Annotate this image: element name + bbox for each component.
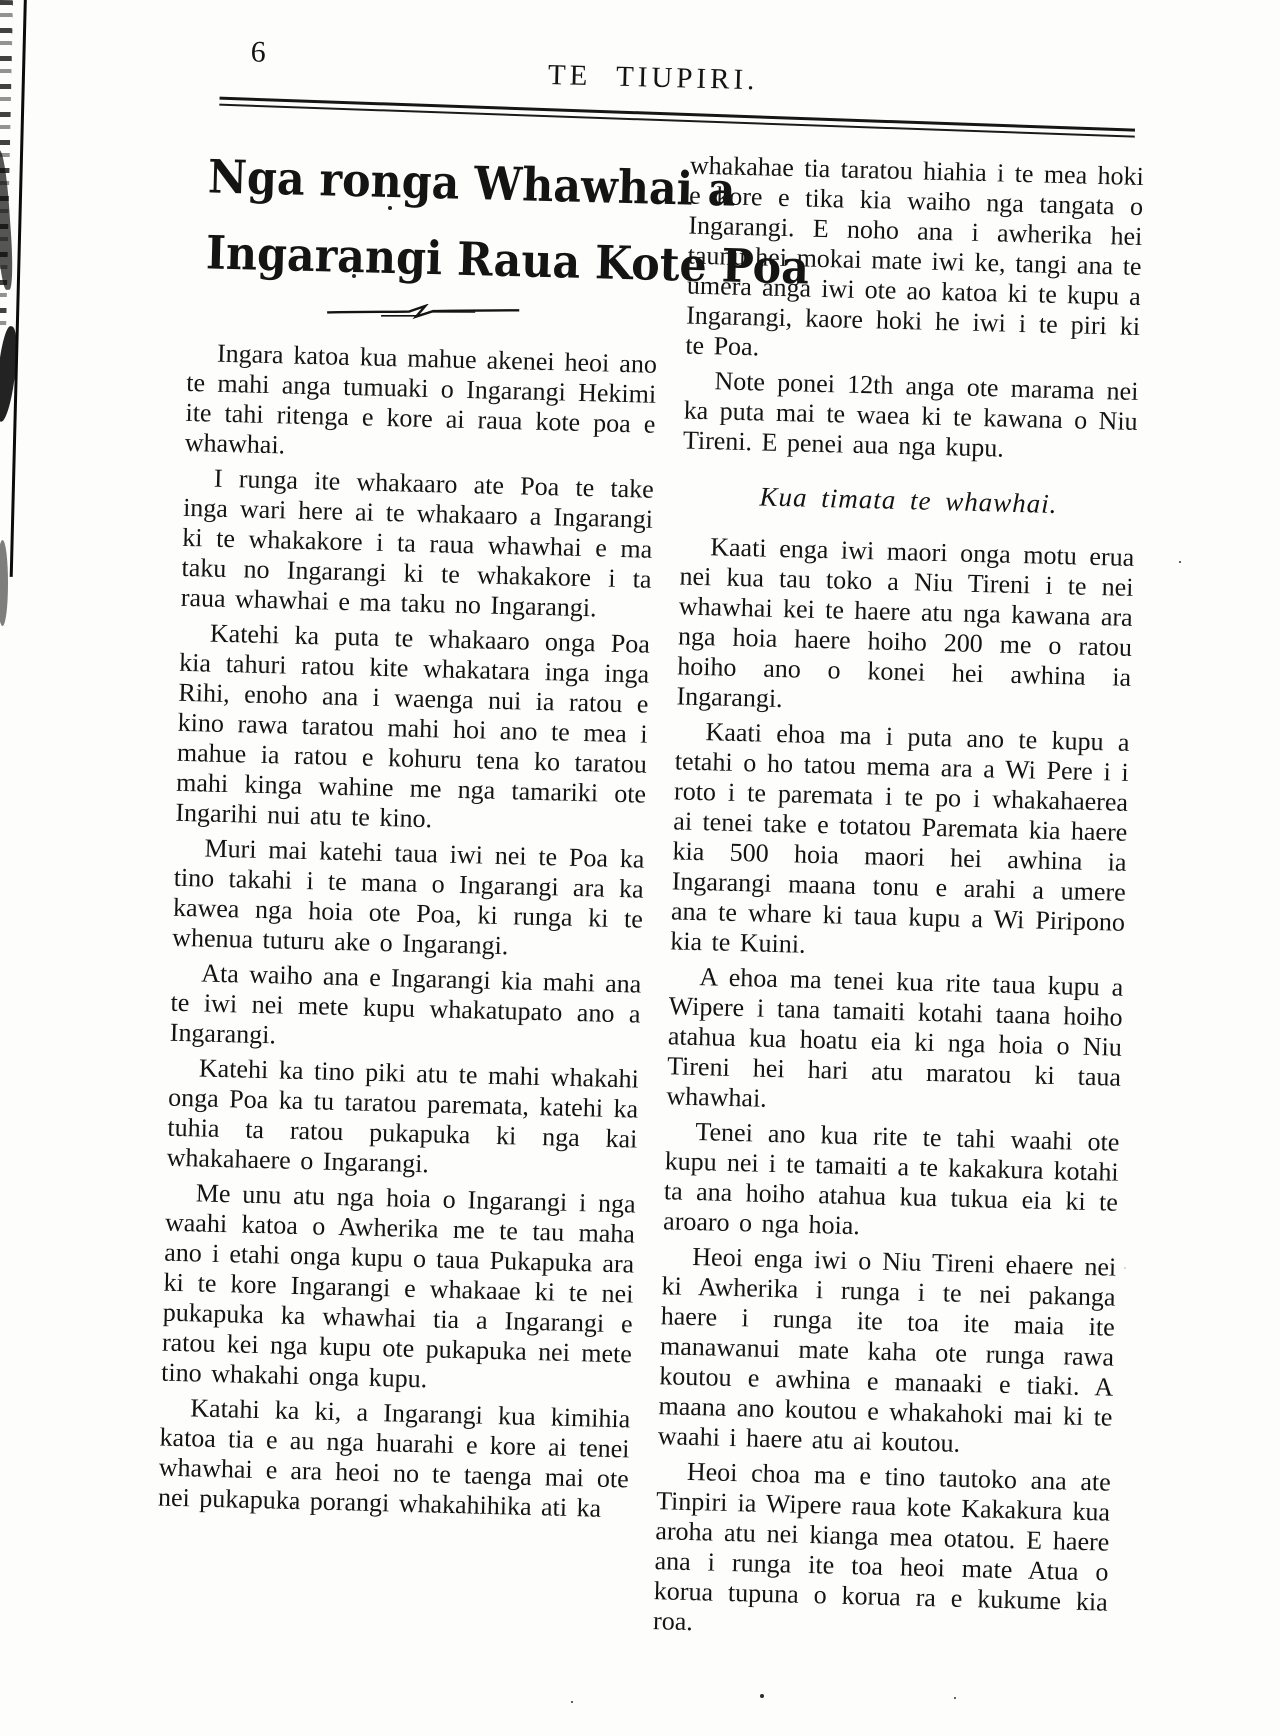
article-paragraph: Heoi enga iwi o Niu Tireni ehaere nei ki Awherika i runga i te nei pakanga haere i runga ite toa ite maia ite manawanui mate kaha ote runga rawa koutou e awhina e manaaki e tiaki. A maana ano koutou e whakahoki mai ki te waahi i haere atu ai koutou. <box>657 1241 1117 1458</box>
masthead-title: TE TIUPIRI. <box>547 58 759 97</box>
scan-edge-line <box>10 0 27 577</box>
left-column <box>155 128 810 1635</box>
article-paragraph: Ingara katoa kua mahue akenei heoi ano te mahi anga tumuaki o Ingarangi Hekimi ite tahi ritenga e kore ai raua kote poa e whawhai. <box>184 338 658 460</box>
right-column <box>653 141 1145 1648</box>
scan-edge-blob <box>0 540 8 626</box>
article-paragraph: Katehi ka puta te whakaaro onga Poa kia tahuri ratou kite whakatara inga inga Rihi, enoho ana i waenga nui ia ratou e kino rawa taratou mahi hoi ano te mea i mahue ia ratou e kohuru tena ko taratou mahi kinga wahine me nga tamariki ote Ingarihi nui atu te kino. <box>175 618 651 834</box>
article-paragraph: Kaati ehoa ma i puta ano te kupu a tetahi o ho tatou mema ara a Wi Pere i i roto i te paremata i te po i whakahaerea ai tenei take e totatou Paremata kia haere kia 500 hoia maori hei awhina ia Ingarangi maana tonu e arahi a umere ana te whare ki taua kupu a Wi Piripono kia te Kuini. <box>669 717 1130 959</box>
article-columns <box>155 128 1145 1648</box>
article-paragraph: Kaati enga iwi maori onga motu erua nei kua tau toko a Niu Tireni i te nei whawhai kei te haere atu nga kawana ara nga hoia haere hoiho 200 me o ratou hoiho ano o konei hei awhina ia Ingarangi. <box>676 532 1135 714</box>
headline-line-2: Ingarangi Raua Kote Poa <box>205 225 810 295</box>
page-number: 6 <box>250 35 267 69</box>
article-paragraph: I runga ite whakaaro ate Poa te take inga wari here ai te whakaaro a Ingarangi ki te whakakore i ta raua whawhai e ma taku no Ingarangi ki te whakakore i ta raua whawhai e ma taku no Ingarangi. <box>180 463 655 623</box>
section-subheading: Kua timata te whawhai. <box>759 481 1058 519</box>
article-paragraph: Heoi choa ma e tino tautoko ana ate Tinpiri ia Wipere raua kote Kakakura kua aroha atu nei kianga mea otatou. E haere ana i runga ite toa heoi mate Atua o korua tupuna o korua ra e kukume kia roa. <box>652 1456 1112 1637</box>
article-paragraph: whakahae tia taratou hiahia i te mea hoki e kore e tika kia waiho nga tangata o Ingarangi. E noho ana i awherika hei taunu hei mokai mate iwi ke, tangi ana te umera anga iwi ote ao katoa ki te kupu a Ingarangi, kaore hoki he iwi i te piri ki te Poa. <box>685 150 1145 362</box>
article-paragraph: Tenei ano kua rite te tahi waahi ote kupu nei i te tamaiti a te kakakura kotahi ta ana hoiho atahua kua tukua eia ki te aroaro o nga hoia. <box>662 1117 1120 1241</box>
article-paragraph: Note ponei 12th anga ote marama nei ka puta mai te waea ki te kawana o Niu Tireni. E penei aua nga kupu. <box>682 366 1139 463</box>
article-paragraph: Katahi ka ki, a Ingarangi kua kimihia katoa tia e au nga huarahi e kore ai tenei whawhai e ara heoi no te taenga mai ote nei pukapuka porangi whakahihika ati ka <box>157 1393 631 1523</box>
article-paragraph: A ehoa ma tenei kua rite taua kupu a Wipere i tana tamaiti kotahi taana hoiho atahua kua hoatu eia ki nga hoia o Niu Tireni hei hari atu maratou ki taua whawhai. <box>666 962 1124 1113</box>
article-paragraph: Katehi ka tino piki atu te mahi whakahi onga Poa ka tu taratou paremata, katehi ka tuhia ta ratou pukapuka ki nga kai whakahaere o Ingarangi. <box>166 1053 640 1179</box>
headline-line-1: Nga ronga Whawhai a <box>207 149 737 217</box>
article-headline <box>189 138 810 302</box>
article-paragraph: Me unu atu nga hoia o Ingarangi i nga waahi katoa o Awherika me te tau maha ano i etahi onga kupu o taua Pukapuka ara ki te kore Ingarangi e whakaae ki te nei pukapuka ka whawhai tia a Ingarangi e ratou kei nga kupu ote pukapuka nei mete tino whakahi onga kupu. <box>160 1178 637 1394</box>
headline-ornament-icon <box>325 301 521 324</box>
article-paragraph: Muri mai katehi taua iwi nei te Poa ka tino takahi i te mana o Ingarangi ara ka kawea nga hoia ote Poa, ki runga ki te whenua tuturu ake o Ingarangi. <box>171 833 645 961</box>
article-paragraph: Ata waiho ana e Ingarangi kia mahi ana te iwi nei mete kupu whakatupato ano a Ingarangi. <box>169 958 642 1050</box>
